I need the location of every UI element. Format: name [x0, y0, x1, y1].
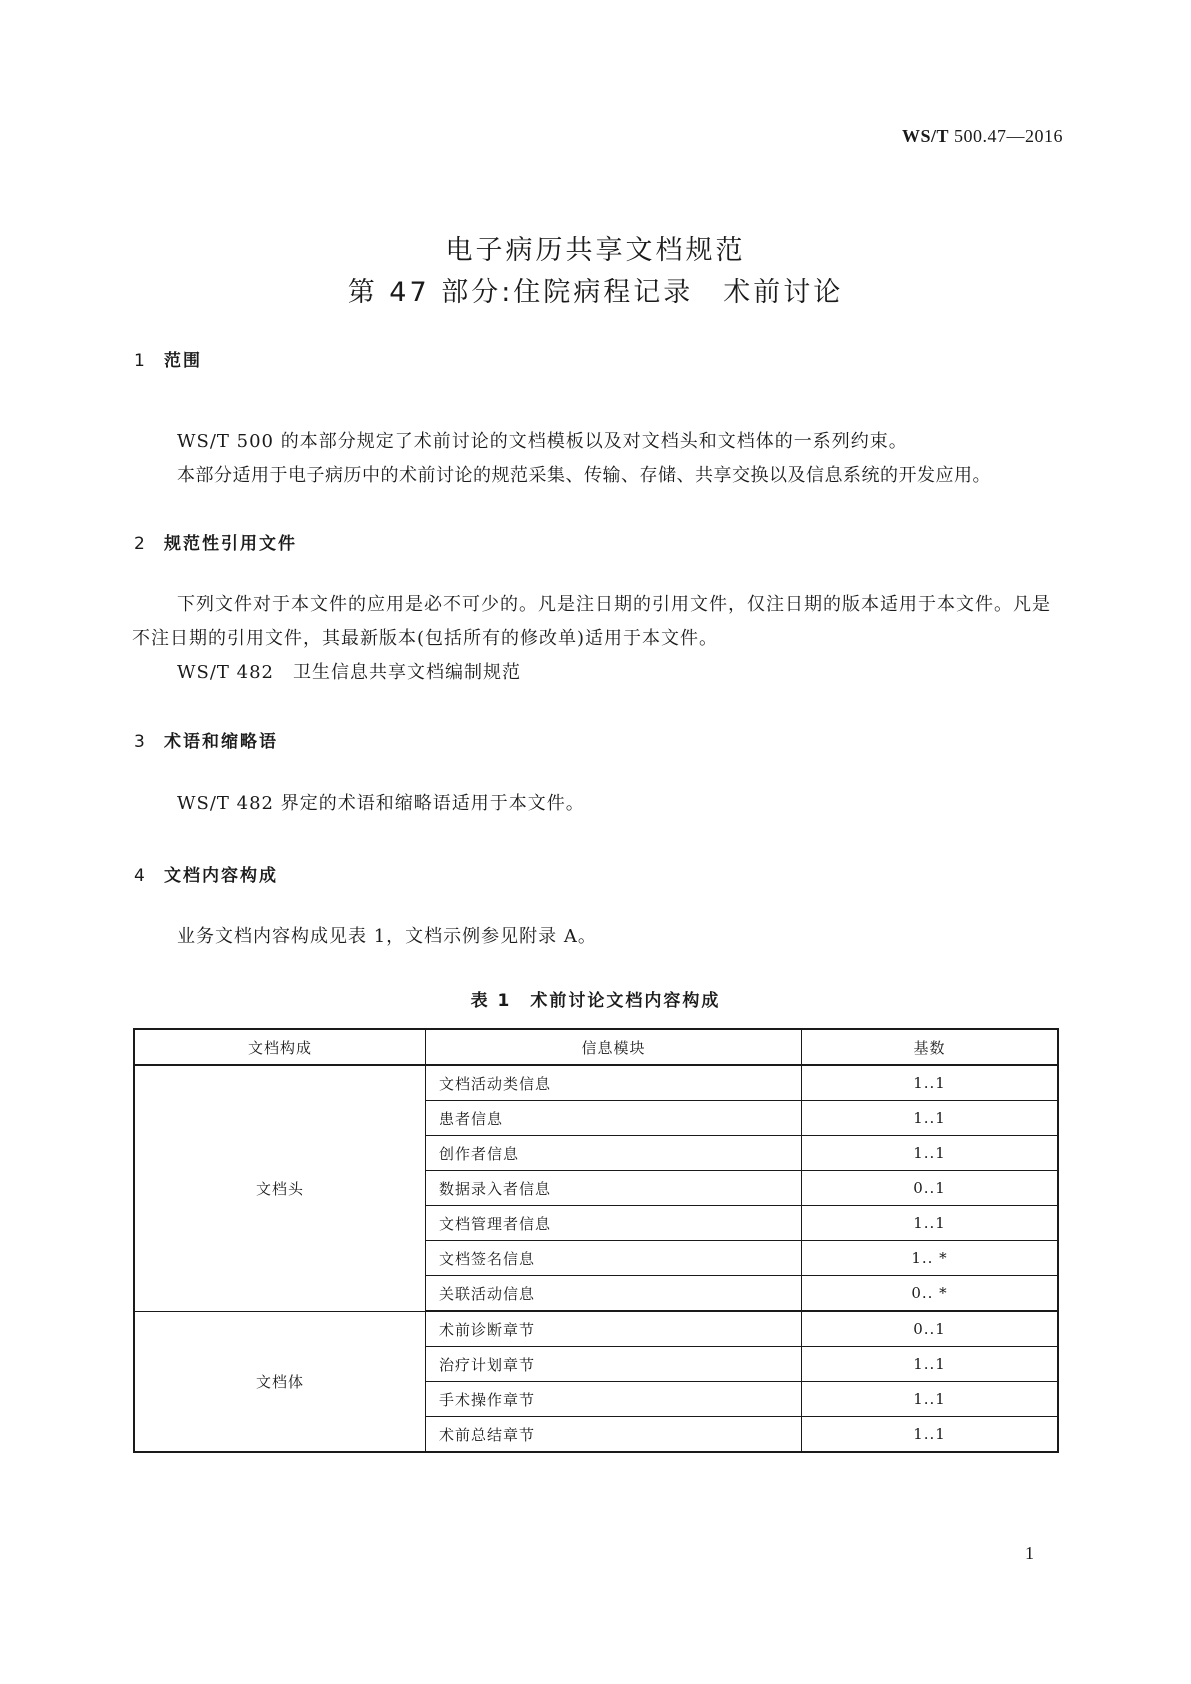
cardinality-cell: 1.. * [802, 1241, 1059, 1276]
module-cell: 术前总结章节 [426, 1417, 802, 1453]
section-number: 3 [134, 732, 147, 752]
table-header-row [134, 1029, 1058, 1065]
group-cell-header: 文档头 [134, 1065, 426, 1311]
table-row [134, 1311, 1058, 1347]
cardinality-cell: 1..1 [802, 1382, 1059, 1417]
references-item: WS/T 482 卫生信息共享文档编制规范 [177, 662, 521, 683]
section-number: 1 [134, 351, 147, 371]
standard-version: 500.47—2016 [954, 126, 1063, 146]
module-cell: 文档签名信息 [426, 1241, 802, 1276]
column-header: 信息模块 [426, 1029, 802, 1065]
cardinality-cell: 0.. * [802, 1276, 1059, 1312]
module-cell: 术前诊断章节 [426, 1311, 802, 1347]
group-cell-body: 文档体 [134, 1311, 426, 1452]
page-number: 1 [1025, 1543, 1034, 1563]
module-cell: 数据录入者信息 [426, 1171, 802, 1206]
content-paragraph: 业务文档内容构成见表 1，文档示例参见附录 A。 [177, 926, 597, 947]
section-number: 2 [134, 534, 147, 554]
section-heading-content [134, 861, 278, 886]
cardinality-cell: 1..1 [802, 1206, 1059, 1241]
table-row [134, 1065, 1058, 1101]
scope-paragraph-1: WS/T 500 的本部分规定了术前讨论的文档模板以及对文档头和文档体的一系列约束。 [177, 431, 908, 452]
section-title: 术语和缩略语 [164, 732, 278, 752]
module-cell: 文档活动类信息 [426, 1065, 802, 1101]
cardinality-cell: 1..1 [802, 1065, 1059, 1101]
standard-number [902, 126, 1063, 147]
module-cell: 治疗计划章节 [426, 1347, 802, 1382]
section-number: 4 [134, 866, 147, 886]
module-cell: 手术操作章节 [426, 1382, 802, 1417]
cardinality-cell: 1..1 [802, 1347, 1059, 1382]
standard-code: WS/T [901, 126, 949, 146]
cardinality-cell: 1..1 [802, 1101, 1059, 1136]
scope-paragraph-2: 本部分适用于电子病历中的术前讨论的规范采集、传输、存储、共享交换以及信息系统的开发应用。 [177, 465, 991, 486]
cardinality-cell: 0..1 [802, 1311, 1059, 1347]
document-subtitle: 第 47 部分:住院病程记录 术前讨论 [347, 277, 844, 308]
document-title: 电子病历共享文档规范 [445, 235, 746, 266]
cardinality-cell: 0..1 [802, 1171, 1059, 1206]
section-title: 文档内容构成 [164, 866, 278, 886]
section-title: 范围 [164, 351, 202, 371]
module-cell: 关联活动信息 [426, 1276, 802, 1312]
section-heading-terms [134, 727, 278, 752]
section-title: 规范性引用文件 [164, 534, 297, 554]
references-paragraph: 下列文件对于本文件的应用是必不可少的。凡是注日期的引用文件，仅注日期的版本适用于本文件。凡是不注日期的引用文件，其最新版本(包括所有的修改单)适用于本文件。 [132, 594, 1051, 649]
content-table [133, 1028, 1059, 1453]
module-cell: 创作者信息 [426, 1136, 802, 1171]
cardinality-cell: 1..1 [802, 1136, 1059, 1171]
column-header: 基数 [802, 1029, 1059, 1065]
section-heading-normative-references [134, 529, 297, 554]
column-header: 文档构成 [134, 1029, 426, 1065]
table-caption: 表 1 术前讨论文档内容构成 [470, 991, 721, 1011]
module-cell: 文档管理者信息 [426, 1206, 802, 1241]
module-cell: 患者信息 [426, 1101, 802, 1136]
terms-paragraph: WS/T 482 界定的术语和缩略语适用于本文件。 [177, 793, 585, 814]
cardinality-cell: 1..1 [802, 1417, 1059, 1453]
section-heading-scope [134, 346, 202, 371]
